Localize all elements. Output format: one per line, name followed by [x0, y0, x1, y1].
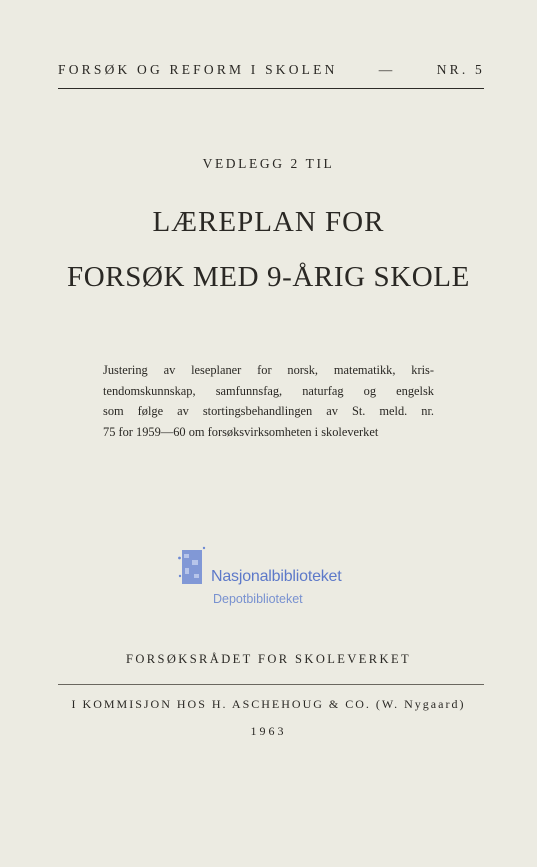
main-title-line-2: FORSØK MED 9-ÅRIG SKOLE — [67, 261, 470, 293]
subtitle-line: Justering av leseplaner for norsk, matematikk, kris- — [103, 363, 434, 377]
publisher-line: I KOMMISJON HOS H. ASCHEHOUG & CO. (W. Nygaard) — [71, 697, 466, 711]
series-title: FORSØK OG REFORM I SKOLEN — [58, 62, 338, 77]
appendix-line: VEDLEGG 2 TIL — [202, 156, 335, 171]
library-logo-icon — [178, 546, 206, 586]
issuing-council: FORSØKSRÅDET FOR SKOLEVERKET — [125, 652, 412, 666]
footer-rule — [58, 684, 484, 685]
series-dash: — — [378, 62, 396, 77]
subtitle-line: 75 for 1959—60 om forsøksvirksomheten i skoleverket — [103, 424, 379, 439]
subtitle-line: som følge av stortingsbehandlingen av St. meld. nr. — [103, 404, 434, 418]
header-rule — [58, 88, 484, 89]
subtitle-paragraph — [103, 360, 434, 442]
series-number: NR. 5 — [436, 62, 485, 77]
series-header — [58, 62, 485, 78]
stamp-library-name: Nasjonalbiblioteket — [211, 568, 342, 585]
stamp-department: Depotbiblioteket — [213, 592, 303, 606]
subtitle-line: tendomskunnskap, samfunnsfag, naturfag og engelsk — [103, 383, 434, 398]
main-title-line-1: LÆREPLAN FOR — [152, 206, 385, 238]
publication-year: 1963 — [250, 724, 287, 738]
library-stamp — [177, 544, 377, 614]
